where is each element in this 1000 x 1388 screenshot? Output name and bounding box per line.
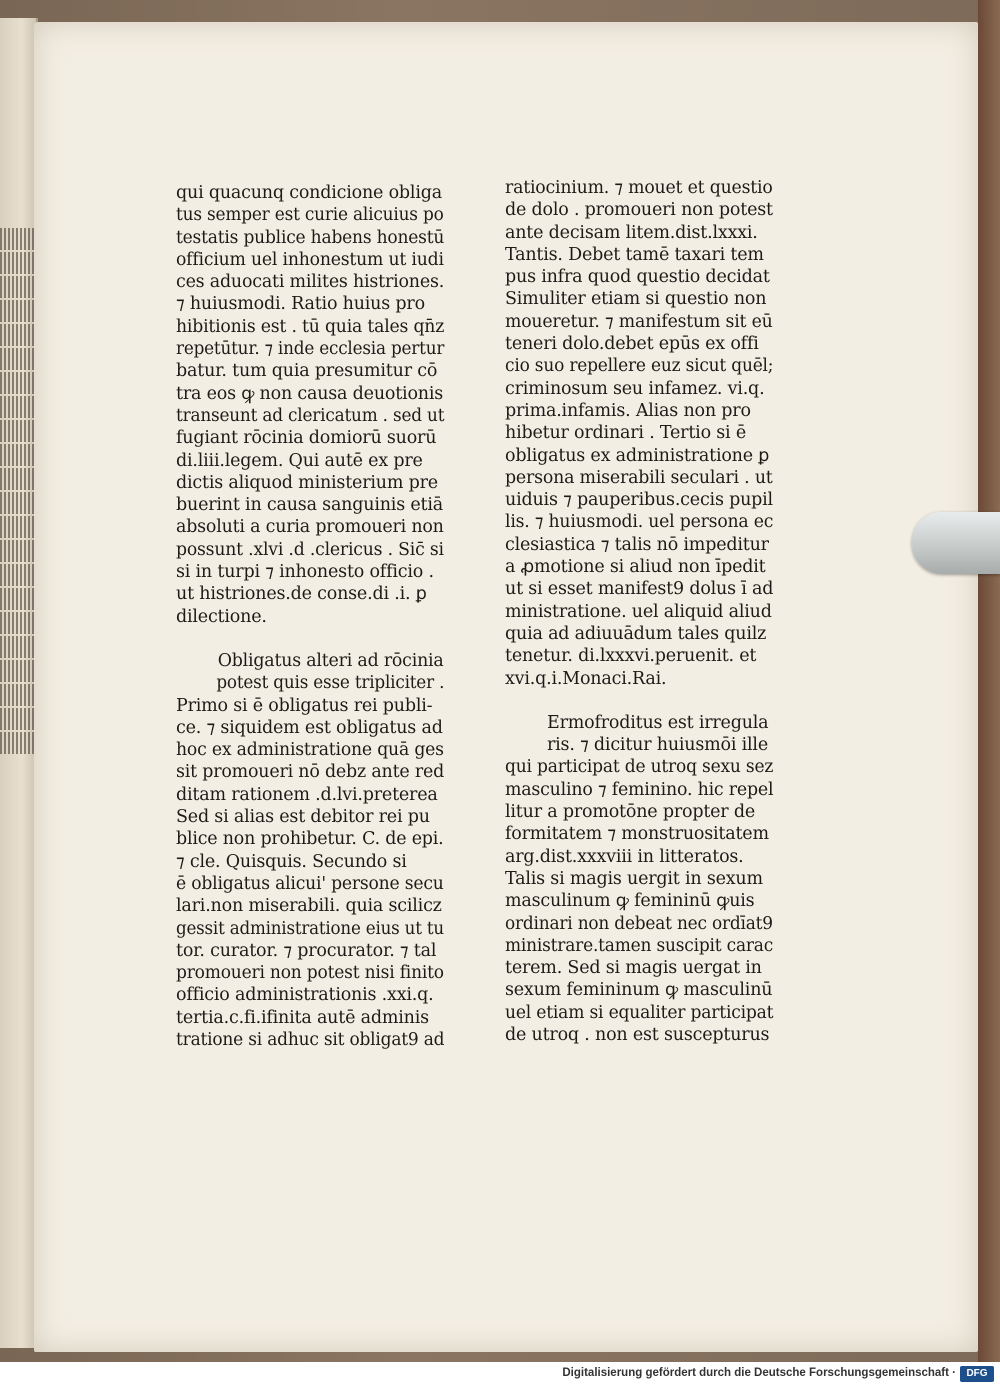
text-line: hibetur ordinari . Tertio si ē <box>505 423 746 444</box>
text-line: promoueri non potest nisi finito <box>176 963 444 984</box>
text-line: quia ad adiuuādum tales quilz <box>505 623 767 644</box>
text-line: Primo si ē obligatus rei publi- <box>176 695 433 716</box>
text-line: ce. ⁊ siquidem est obligatus ad <box>176 717 443 738</box>
text-line: lis. ⁊ huiusmodi. uel persona ec <box>505 512 774 533</box>
text-line: uiduis ⁊ pauperibus.cecis pupil <box>505 490 773 511</box>
facing-page-text-fragment <box>0 228 34 758</box>
text-line: tra eos ꝙ non causa deuotionis <box>176 383 444 404</box>
footer-bar <box>0 1362 1000 1388</box>
text-line: ministrare.tamen suscipit carac <box>505 935 774 956</box>
text-line: de utroq . non est suscepturus <box>505 1024 770 1045</box>
text-line <box>505 690 767 712</box>
text-line: masculino ⁊ feminino. hic repel <box>505 779 774 800</box>
text-line: Tantis. Debet tamē taxari tem <box>505 244 764 265</box>
text-line: sexum femininum ꝙ masculinū <box>505 980 773 1001</box>
funding-credit: Digitalisierung gefördert durch die Deutsche Forschungsgemeinschaft · <box>562 1367 956 1379</box>
board-right-edge <box>978 0 1000 1362</box>
text-line: prima.infamis. Alias non pro <box>505 400 751 421</box>
text-line: persona miserabili seculari . ut <box>505 467 773 488</box>
text-line: ut si esset manifest9 dolus ī ad <box>505 579 774 600</box>
text-line: ratiocinium. ⁊ mouet et questio <box>505 178 773 198</box>
text-line: di.liii.legem. Qui autē ex pre <box>176 450 423 471</box>
text-line: possunt .xlvi .d .clericus . Sic̄ si <box>176 539 444 560</box>
text-line: de dolo . promoueri non potest <box>505 200 773 221</box>
text-line: litur a promotōne propter de <box>505 802 755 823</box>
text-line: uel etiam si equaliter participat <box>505 1002 774 1023</box>
text-line: blice non prohibetur. C. de epi. <box>176 829 444 850</box>
text-line: moueretur. ⁊ manifestum sit eū <box>505 311 773 332</box>
text-line: potest quis esse tripliciter . <box>216 673 445 694</box>
dfg-logo-icon: DFG <box>960 1366 994 1382</box>
text-line: Simuliter etiam si questio non <box>505 289 767 310</box>
page-clip <box>912 512 1000 574</box>
text-line: officium uel inhonestum ut iudi <box>176 249 444 270</box>
text-line: teneri dolo.debet epūs ex offi <box>505 334 759 355</box>
text-line: ⁊ cle. Quisquis. Secundo si <box>176 851 407 872</box>
text-line: repetūtur. ⁊ inde ecclesia pertur <box>176 339 445 360</box>
text-line: arg.dist.xxxviii in litteratos. <box>505 846 744 867</box>
text-line: gessit administratione eius ut tu <box>176 918 444 939</box>
text-line: ⁊ huiusmodi. Ratio huius pro <box>176 294 425 315</box>
text-line: officio administrationis .xxi.q. <box>176 985 434 1006</box>
text-line: ditam rationem .d.lvi.preterea <box>176 784 438 805</box>
text-line: transeunt ad clericatum . sed ut <box>176 405 445 426</box>
text-line: ces aduocati milites histriones. <box>176 272 445 293</box>
facing-page-edge <box>0 18 38 1348</box>
text-line: ris. ⁊ dicitur huiusmōi ille <box>547 735 768 756</box>
text-line: sit promoueri nō debz ante red <box>176 762 445 783</box>
text-line: buerint in causa sanguinis etiā <box>176 495 443 516</box>
text-line: tus semper est curie alicuius po <box>176 205 444 226</box>
text-line: tertia.c.fi.ifinita autē adminis <box>176 1007 429 1028</box>
text-line: batur. tum quia presumitur cō <box>176 361 438 382</box>
text-line: masculinum ꝙ femininū ꝙuis <box>505 891 755 912</box>
text-line: ante decisam litem.dist.lxxxi. <box>505 222 758 243</box>
text-line: formitatem ⁊ monstruositatem <box>505 824 769 845</box>
text-line: tenetur. di.lxxxvi.peruenit. et <box>505 646 757 667</box>
text-line: hoc ex administratione quā ges <box>176 740 444 761</box>
text-line: Talis si magis uergit in sexum <box>505 868 763 889</box>
text-line: ē obligatus alicui' persone secu <box>176 873 444 894</box>
text-line: pus infra quod questio decidat <box>505 267 770 288</box>
text-line: xvi.q.i.Monaci.Rai. <box>505 668 667 689</box>
text-line: ut histriones.de conse.di .i. ꝑ <box>176 584 427 605</box>
text-column-left <box>176 182 445 1051</box>
text-line: obligatus ex administratione ꝑ <box>505 445 770 466</box>
text-line: ministratione. uel aliquid aliud <box>505 601 772 622</box>
text-line: ordinari non debeat nec ordīat9 <box>505 913 773 934</box>
text-line: tratione si adhuc sit obligat9 ad <box>176 1029 445 1050</box>
text-line: qui quacunq condicione obliga <box>176 183 442 203</box>
text-line: si in turpi ⁊ inhonesto officio . <box>176 562 434 583</box>
text-line: terem. Sed si magis uergat in <box>505 958 762 979</box>
text-line: clesiastica ⁊ talis nō impeditur <box>505 534 769 555</box>
text-column-right <box>505 177 774 1046</box>
text-line: cio suo repellere euz sicut quēl; <box>505 356 774 377</box>
text-line: testatis publice habens honestū <box>176 227 445 248</box>
text-line: hibitionis est . tū quia tales qn̄z <box>176 316 445 337</box>
text-line: lari.non miserabili. quia scilicz <box>176 896 442 917</box>
text-line: absoluti a curia promoueri non <box>176 517 444 538</box>
text-line: dictis aliquod ministerium pre <box>176 472 438 493</box>
text-line: fugiant rōcinia domiorū suorū <box>176 428 437 449</box>
text-line: criminosum seu infamez. vi.q. <box>505 378 765 399</box>
text-line: Ermofroditus est irregula <box>547 712 769 733</box>
text-line: qui participat de utroq sexu sez <box>505 757 774 778</box>
text-line: Obligatus alteri ad rōcinia <box>217 650 444 671</box>
text-line: a ꝓmotione si aliud non īpedit <box>505 557 766 578</box>
text-line: dilectione. <box>176 606 267 627</box>
text-line: Sed si alias est debitor rei pu <box>176 807 430 828</box>
text-line <box>176 628 438 650</box>
text-line: tor. curator. ⁊ procurator. ⁊ tal <box>176 940 437 961</box>
